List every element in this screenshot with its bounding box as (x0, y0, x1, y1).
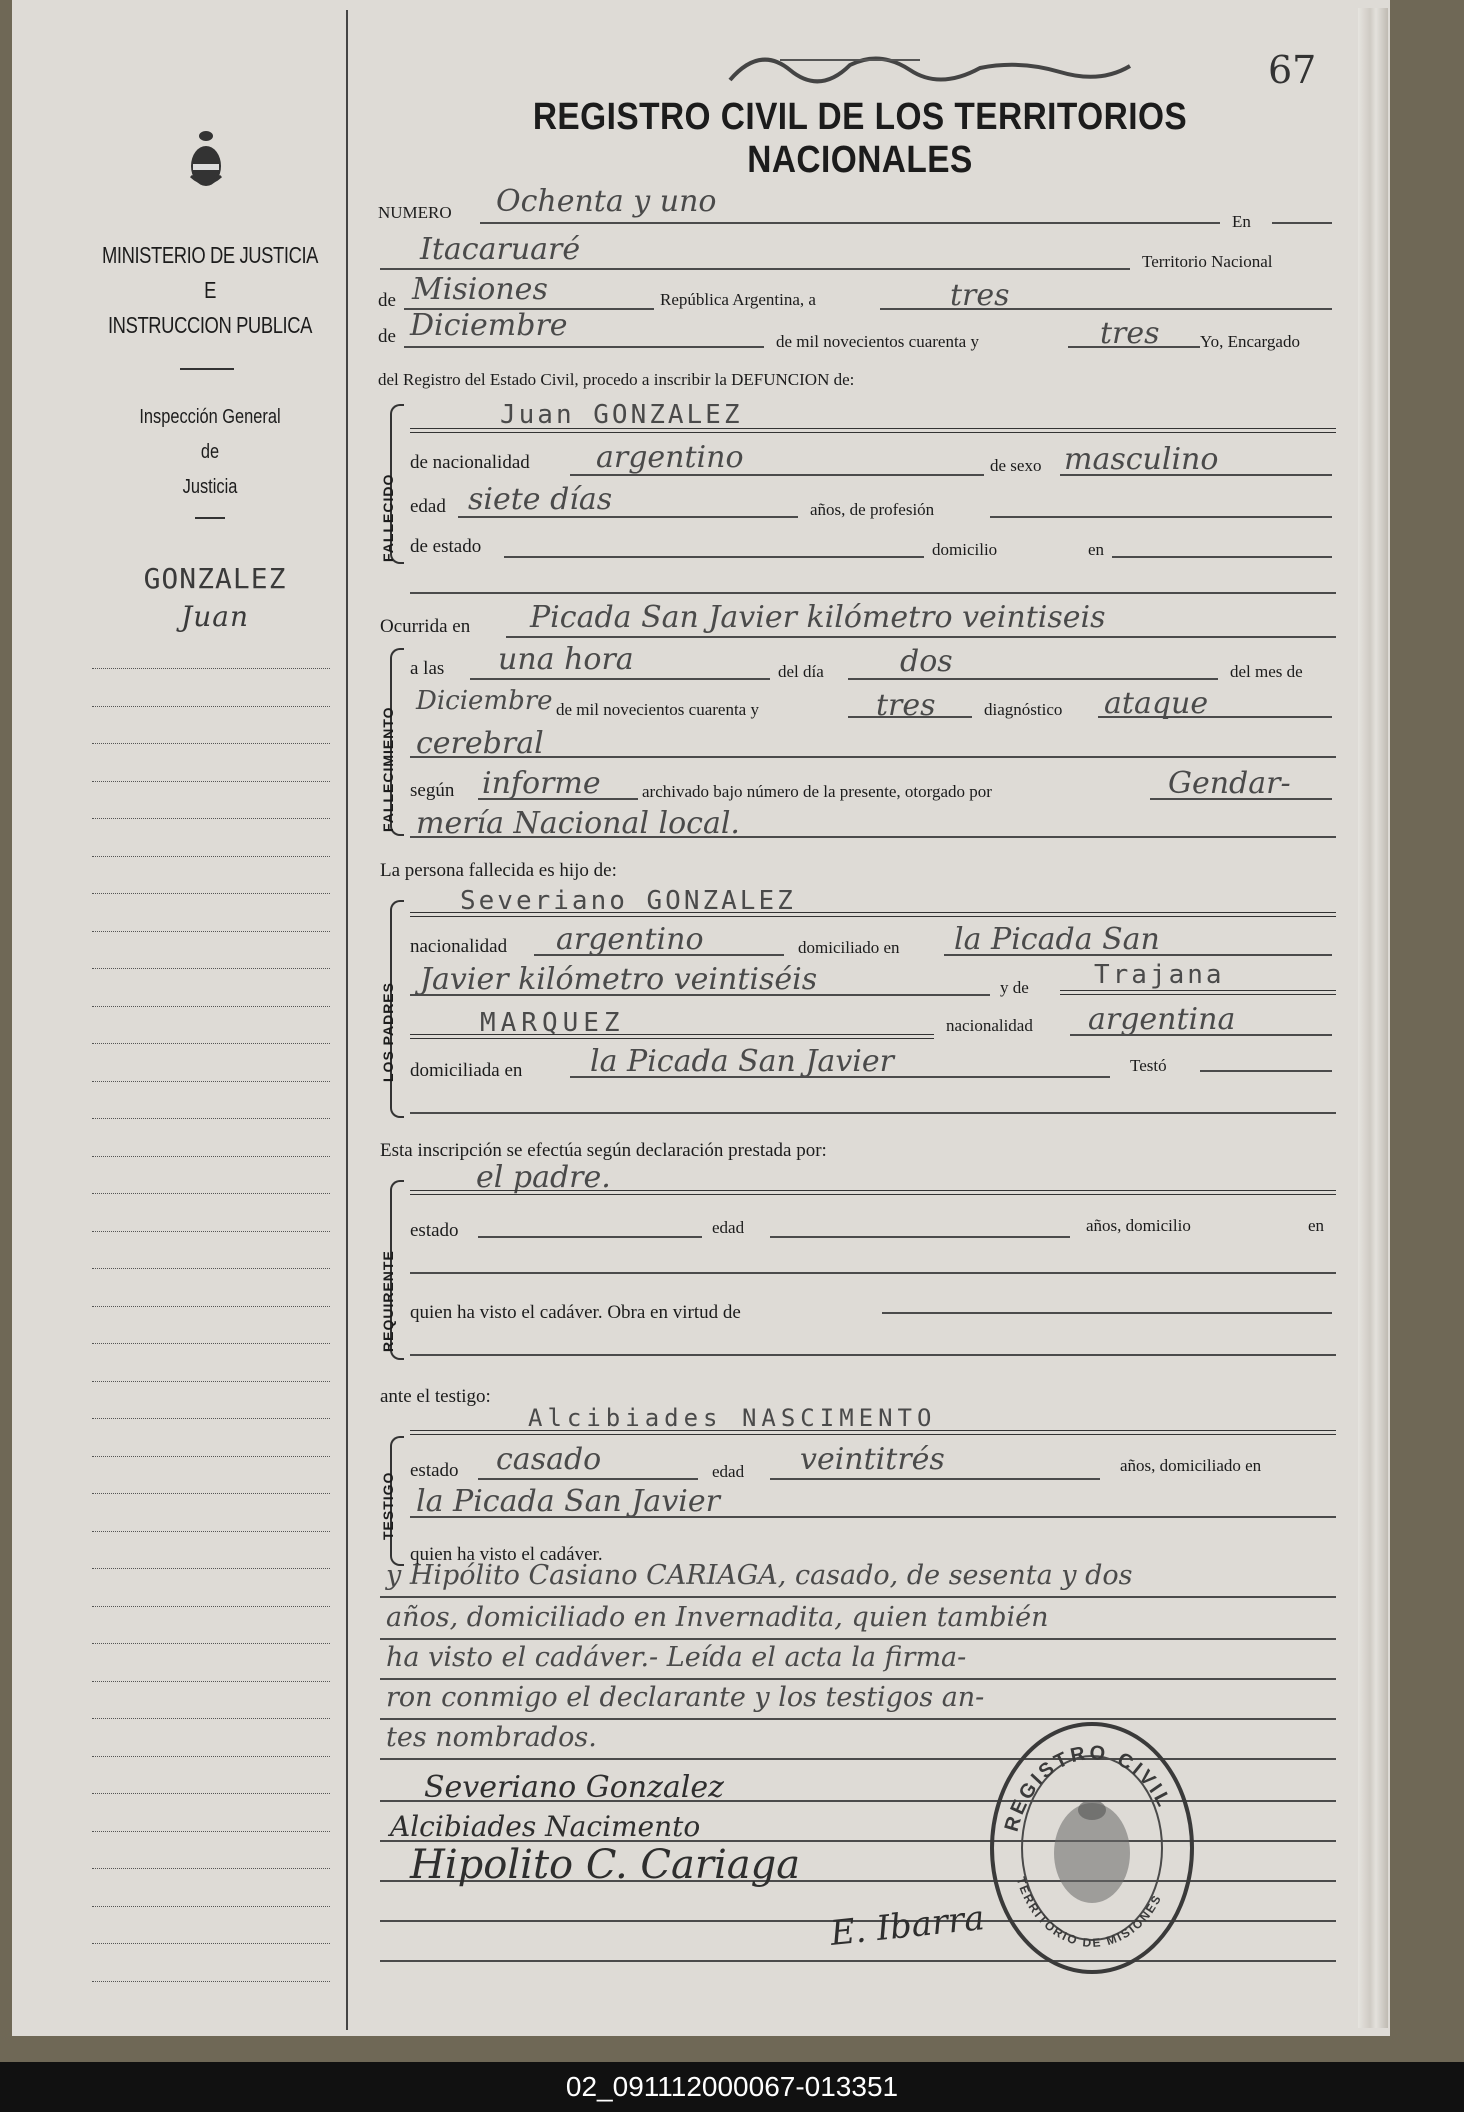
fill-line (404, 346, 764, 348)
otorgado-value: Gendar- (1168, 766, 1291, 801)
fill-line (410, 756, 1336, 758)
archive-code: 02_091112000067-013351 (0, 2062, 1464, 2112)
dia-value: dos (900, 644, 953, 679)
territory-value: Misiones (412, 272, 548, 307)
stub-dotted-line (92, 1906, 330, 1907)
testigo-domicilio: la Picada San Javier (416, 1484, 720, 1519)
profesion-label: años, de profesión (810, 500, 935, 519)
testigo-edad: veintitrés (800, 1442, 945, 1477)
republica-label: República Argentina, a (660, 290, 816, 309)
edad-label: edad (410, 496, 446, 517)
segun-label: según (410, 780, 455, 801)
hora-value: una hora (498, 642, 634, 677)
estado-label: estado (410, 1220, 459, 1241)
estado-label: estado (410, 1460, 459, 1481)
stub-dotted-line (92, 1606, 330, 1607)
stub-dotted-line (92, 1493, 330, 1494)
fill-line (1112, 556, 1332, 558)
stub-dotted-line (92, 1418, 330, 1419)
stub-dotted-line (92, 1156, 330, 1157)
fill-line (880, 308, 1332, 310)
seal-top-text: REGISTRO CIVIL (1000, 1741, 1176, 1835)
year-label: de mil novecientos cuarenta y (776, 332, 979, 351)
fill-line (410, 1354, 1336, 1356)
divider (180, 368, 234, 370)
fill-line (380, 1678, 1336, 1680)
segun-value: informe (482, 766, 601, 801)
stub-dotted-line (92, 1681, 330, 1682)
encargado-label: Yo, Encargado (1200, 332, 1300, 351)
folio-number: 67 (1268, 48, 1317, 92)
deceased-name: Juan GONZALEZ (500, 400, 743, 430)
stub-dotted-line (92, 1981, 330, 1982)
sexo-value: masculino (1064, 442, 1219, 477)
stub-dotted-line (92, 1756, 330, 1757)
nacionalidad-label: nacionalidad (410, 936, 508, 957)
domicilio-label: domicilio (932, 540, 998, 559)
ocurrida-label: Ocurrida en (380, 616, 471, 637)
numero-label: NUMERO (378, 203, 452, 222)
padres-intro: La persona fallecida es hijo de: (380, 860, 617, 881)
fill-line (380, 268, 1130, 270)
fill-line (882, 1312, 1332, 1314)
fill-line (1060, 474, 1332, 476)
ministry-line: INSTRUCCION PUBLICA (107, 312, 313, 338)
anos-label: años, domiciliado en (1120, 1456, 1262, 1475)
padres-section-label: LOS PADRES (380, 982, 396, 1082)
stub-dotted-line (92, 1006, 330, 1007)
stub-dotted-line (92, 1456, 330, 1457)
ministry-label (98, 238, 322, 343)
alas-label: a las (410, 658, 445, 679)
stub-dotted-line (92, 1831, 330, 1832)
official-seal-stamp (985, 1718, 1200, 1978)
fill-line (1068, 346, 1200, 348)
ministry-line: E (204, 277, 216, 303)
stub-dotted-line (92, 1306, 330, 1307)
inspection-label (120, 400, 300, 505)
requirente-intro: Esta inscripción se efectúa según declaración prestada por: (380, 1140, 827, 1161)
stub-dotted-line (92, 1081, 330, 1082)
father-domicile: la Picada San (954, 922, 1160, 957)
fill-line (1272, 222, 1332, 224)
dia-label: del día (778, 662, 824, 681)
fill-line (944, 954, 1332, 956)
double-rule (410, 428, 1336, 433)
double-rule (410, 1190, 1336, 1195)
day-value: tres (950, 278, 1010, 313)
stub-dotted-line (92, 1231, 330, 1232)
fill-line (570, 474, 984, 476)
fill-line (770, 1236, 1070, 1238)
registro-text: del Registro del Estado Civil, procedo a inscribir la DEFUNCION de: (378, 370, 855, 389)
de-label: de (378, 290, 396, 311)
month-value: Diciembre (410, 308, 568, 343)
note-line: y Hipólito Casiano CARIAGA, casado, de sesenta y dos (386, 1560, 1133, 1591)
de-label-2: de (378, 326, 396, 347)
visto-label: quien ha visto el cadáver. Obra en virtud de (410, 1302, 741, 1323)
mother-domicile: la Picada San Javier (590, 1044, 894, 1079)
diagnostico-label: diagnóstico (984, 700, 1063, 719)
fallecimiento-section-label: FALLECIMIENTO (380, 706, 396, 832)
domiciliado-label: domiciliado en (798, 938, 900, 957)
mes-label: del mes de (1230, 662, 1303, 681)
fill-line (848, 678, 1218, 680)
stub-dotted-line (92, 1531, 330, 1532)
testigo-section-label: TESTIGO (380, 1471, 396, 1540)
fill-line (770, 1478, 1100, 1480)
fill-line (470, 678, 770, 680)
fill-line (570, 1076, 1110, 1078)
archivado-label: archivado bajo número de la presente, otorgado por (642, 782, 992, 801)
stub-dotted-line (92, 706, 330, 707)
signature-encargado: E. Ibarra (828, 1898, 987, 1954)
stub-dotted-line (92, 743, 330, 744)
testigo-intro: ante el testigo: (380, 1386, 491, 1407)
double-rule (1060, 990, 1336, 995)
nacionalidad-label-2: nacionalidad (946, 1016, 1033, 1035)
double-rule (410, 912, 1336, 917)
seal-bottom-text: TERRITORIO DE MISIONES (1013, 1875, 1165, 1951)
signature-severiano: Severiano Gonzalez (424, 1770, 724, 1805)
stub-divider (346, 10, 348, 2030)
estado-label: de estado (410, 536, 482, 557)
stub-dotted-line (92, 1718, 330, 1719)
place-value: Itacaruaré (420, 232, 581, 267)
note-line: tes nombrados. (386, 1722, 597, 1753)
double-rule (410, 1430, 1336, 1435)
double-rule (410, 1034, 934, 1039)
father-domicile-2: Javier kilómetro veintiséis (420, 962, 818, 997)
fill-line (478, 1236, 702, 1238)
stub-dotted-line (92, 1643, 330, 1644)
ocurrida-value: Picada San Javier kilómetro veintiseis (530, 600, 1106, 635)
fill-line (534, 954, 784, 956)
fill-line (380, 1638, 1336, 1640)
ministry-line: MINISTERIO DE JUSTICIA (101, 242, 319, 268)
edad-label: edad (712, 1218, 745, 1237)
diagnostico-value: ataque (1104, 686, 1209, 721)
y-de-label: y de (1000, 978, 1029, 997)
testo-label: Testó (1130, 1056, 1167, 1075)
fill-line (478, 1478, 698, 1480)
stub-dotted-line (92, 968, 330, 969)
year-label: de mil novecientos cuarenta y (556, 700, 759, 719)
fill-line (1150, 798, 1332, 800)
en-label: En (1232, 212, 1251, 231)
fill-line (506, 636, 1336, 638)
stub-dotted-line (92, 1118, 330, 1119)
fill-line (380, 1596, 1336, 1598)
fill-line (410, 1112, 1336, 1114)
national-crest-icon (186, 128, 226, 190)
mother-name: Trajana (1094, 960, 1225, 990)
stub-dotted-line (92, 668, 330, 669)
fill-line (990, 516, 1332, 518)
fill-line (410, 994, 990, 996)
stub-dotted-line (92, 818, 330, 819)
domiciliada-label: domiciliada en (410, 1060, 523, 1081)
edad-value: siete días (468, 482, 613, 517)
stub-dotted-line (92, 1193, 330, 1194)
fallecido-section-label: FALLECIDO (380, 473, 396, 562)
signature-hipolito: Hipolito C. Cariaga (410, 1842, 801, 1888)
fill-line (410, 592, 1336, 594)
father-nationality: argentino (556, 922, 704, 957)
year-value: tres (1100, 316, 1160, 351)
fill-line (1200, 1070, 1332, 1072)
otorgado-value-2: mería Nacional local. (416, 806, 740, 841)
note-line: ron conmigo el declarante y los testigos an- (386, 1682, 985, 1713)
stub-dotted-line (92, 1868, 330, 1869)
anos-label: años, domicilio (1086, 1216, 1191, 1235)
stub-dotted-line (92, 1793, 330, 1794)
nacionalidad-label: de nacionalidad (410, 452, 530, 473)
register-title: REGISTRO CIVIL DE LOS TERRITORIOS NACIONALES (532, 96, 1188, 181)
page-edge (1358, 8, 1388, 2028)
stub-given-name: Juan (181, 600, 249, 633)
fill-line (504, 556, 924, 558)
stub-dotted-line (92, 1943, 330, 1944)
testigo-name: Alcibiades NASCIMENTO (528, 1404, 937, 1432)
stub-dotted-line (92, 1043, 330, 1044)
stub-dotted-line (92, 1568, 330, 1569)
stub-surname: GONZALEZ (143, 562, 287, 595)
visto-label: quien ha visto el cadáver. (410, 1544, 603, 1565)
fill-line (480, 222, 1220, 224)
stub-dotted-line (92, 893, 330, 894)
inspection-line: Justicia (182, 476, 238, 498)
numero-value: Ochenta y uno (496, 184, 717, 219)
divider (195, 517, 225, 519)
stub-dotted-line (92, 781, 330, 782)
mes-value: Diciembre (416, 686, 553, 716)
mother-nationality: argentina (1088, 1002, 1236, 1037)
marginal-scribble (720, 40, 1140, 100)
fill-line (1098, 716, 1332, 718)
signature-alcibiades: Alcibiades Nacimento (390, 1810, 701, 1843)
mother-surname: MARQUEZ (480, 1008, 625, 1038)
note-line: ha visto el cadáver.- Leída el acta la firma- (386, 1642, 967, 1673)
stub-dotted-line (92, 1343, 330, 1344)
en-label: en (1308, 1216, 1325, 1235)
fill-line (1070, 1034, 1332, 1036)
inspection-line: Inspección General (139, 406, 281, 428)
fill-line (410, 836, 1336, 838)
stub-dotted-line (92, 931, 330, 932)
note-line: años, domiciliado en Invernadita, quien también (386, 1602, 1049, 1633)
testigo-estado: casado (496, 1442, 602, 1477)
fill-line (458, 516, 798, 518)
inspection-line: de (200, 441, 220, 463)
edad-label: edad (712, 1462, 745, 1481)
stub-dotted-line (92, 1381, 330, 1382)
year-value: tres (876, 688, 936, 723)
territorio-label: Territorio Nacional (1142, 252, 1273, 271)
stub-dotted-line (92, 1268, 330, 1269)
father-name: Severiano GONZALEZ (460, 886, 796, 916)
fill-line (410, 1272, 1336, 1274)
fill-line (410, 1516, 1336, 1518)
requirente-section-label: REQUIRENTE (380, 1250, 396, 1352)
stub-dotted-line (92, 856, 330, 857)
requirente-name: el padre. (476, 1160, 611, 1195)
en-label: en (1088, 540, 1105, 559)
diagnostico-value-2: cerebral (416, 726, 544, 761)
fill-line (848, 716, 972, 718)
fill-line (478, 798, 638, 800)
sexo-label: de sexo (990, 456, 1042, 475)
nacionalidad-value: argentino (596, 440, 744, 475)
